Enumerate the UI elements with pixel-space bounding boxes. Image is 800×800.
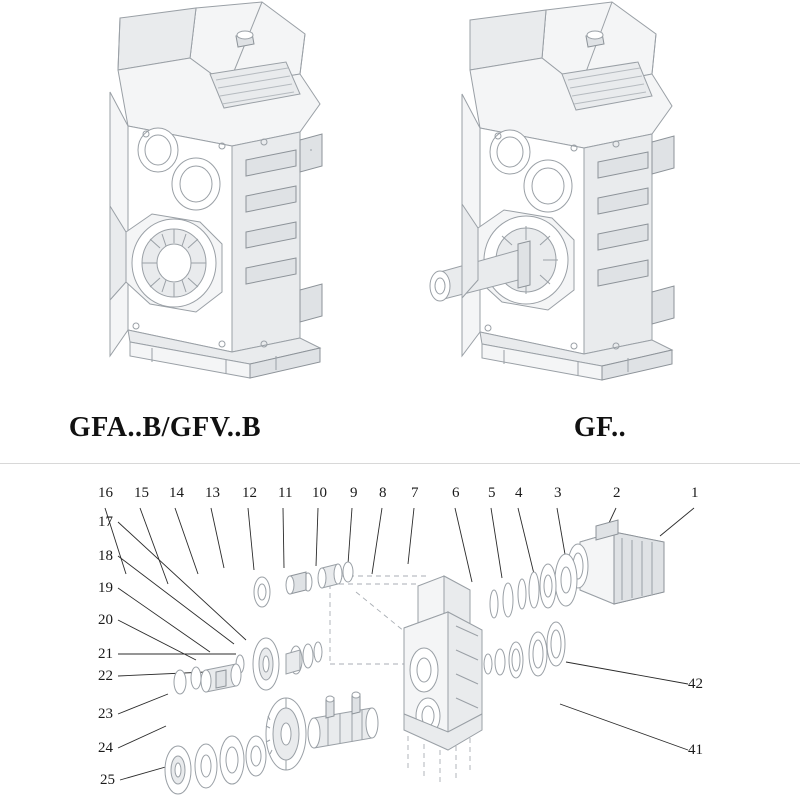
part-small-shaft-group (254, 562, 353, 607)
exploded-parts-diagram (0, 464, 800, 800)
callout-19: 19 (98, 580, 113, 596)
callout-22: 22 (98, 668, 113, 684)
part-input-shaft-assembly (174, 664, 241, 694)
part-output-gear (266, 698, 306, 770)
part-coupling-discs (490, 554, 577, 618)
callout-13: 13 (205, 485, 220, 501)
callout-5: 5 (488, 485, 496, 501)
part-mid-bearing-group (236, 638, 322, 690)
caption-gf: GF.. (573, 412, 627, 443)
callout-41: 41 (688, 742, 703, 758)
part-housing (404, 576, 482, 784)
callout-7: 7 (411, 485, 419, 501)
callout-2: 2 (613, 485, 621, 501)
callout-42: 42 (688, 676, 703, 692)
part-bottom-bearing-stack (165, 736, 266, 794)
callout-6: 6 (452, 485, 460, 501)
gearbox-right-outline (430, 2, 674, 380)
gearbox-view-gfab-gfvb (0, 0, 400, 410)
callout-4: 4 (515, 485, 523, 501)
callout-15: 15 (134, 485, 149, 501)
callout-3: 3 (554, 485, 562, 501)
callout-16: 16 (98, 485, 113, 501)
callout-25: 25 (100, 772, 115, 788)
callout-21: 21 (98, 646, 113, 662)
part-motor-adapter (568, 520, 664, 604)
callout-17: 17 (98, 514, 113, 530)
gearbox-view-gf (400, 0, 800, 410)
callout-1: 1 (691, 485, 699, 501)
callout-20: 20 (98, 612, 113, 628)
callout-10: 10 (312, 485, 327, 501)
callout-18: 18 (98, 548, 113, 564)
callout-24: 24 (98, 740, 113, 756)
part-pinion-shaft (308, 692, 378, 748)
callout-9: 9 (350, 485, 358, 501)
gearbox-left-outline (110, 2, 322, 378)
exploded-components (165, 520, 664, 794)
part-shim-rings (484, 622, 565, 678)
callout-14: 14 (169, 485, 184, 501)
callout-11: 11 (278, 485, 293, 501)
callout-8: 8 (379, 485, 387, 501)
callout-23: 23 (98, 706, 113, 722)
leader-lines-right (560, 662, 688, 750)
callout-12: 12 (242, 485, 257, 501)
caption-gfab-gfvb: GFA..B/GFV..B (68, 412, 262, 443)
